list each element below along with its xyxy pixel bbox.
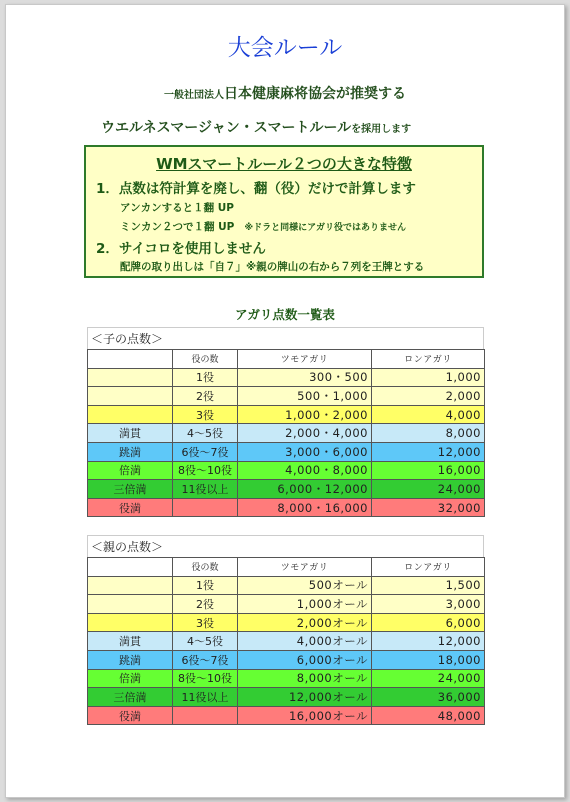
hand-name-cell: 満貫 [88, 632, 173, 651]
ron-score-cell: 2,000 [372, 387, 485, 406]
hand-name-cell [88, 595, 173, 614]
ron-score-cell: 16,000 [372, 461, 485, 480]
ron-score-cell: 12,000 [372, 442, 485, 461]
oya-score-table [87, 557, 485, 725]
yaku-count-cell: 4～5役 [173, 632, 238, 651]
header-ron: ロンアガリ [372, 558, 485, 577]
ko-score-body [88, 350, 485, 517]
yaku-count-cell [173, 706, 238, 725]
yaku-count-cell: 8役～10役 [173, 461, 238, 480]
oya-score-label: ＜親の点数＞ [87, 535, 484, 557]
yaku-count-cell: 6役～7役 [173, 442, 238, 461]
hand-name-cell [88, 576, 173, 595]
feature-item-2-sub: 配牌の取り出しは「自７」※親の牌山の右から７列を王牌とする [120, 261, 425, 273]
feature-item-1: 1．点数は符計算を廃し、翻（役）だけで計算します [96, 181, 416, 197]
ron-score-cell: 4,000 [372, 405, 485, 424]
adopt-main: ウエルネスマージャン・スマートルール [101, 120, 352, 136]
yaku-count-cell: 4～5役 [173, 424, 238, 443]
tsumo-score-cell: 3,000・6,000 [238, 442, 372, 461]
header-yaku-count: 役の数 [173, 350, 238, 369]
ron-score-cell: 8,000 [372, 424, 485, 443]
hand-name-cell: 倍満 [88, 461, 173, 480]
tsumo-score-cell: 6,000・12,000 [238, 480, 372, 499]
header-name [88, 350, 173, 369]
oya-score-body [88, 558, 485, 725]
header-name [88, 558, 173, 577]
feature-item-1-sub-1: アンカンすると１翻 UP [120, 202, 234, 214]
ron-score-cell: 12,000 [372, 632, 485, 651]
yaku-count-cell: 2役 [173, 595, 238, 614]
table-header-row [88, 558, 485, 577]
feature-item-1-note: ※ドラと同様にアガリ役ではありません [244, 223, 407, 233]
feature-item-2: 2．サイコロを使用しません [96, 241, 266, 257]
tsumo-score-cell: 300・500 [238, 368, 372, 387]
hand-name-cell: 倍満 [88, 669, 173, 688]
hand-name-cell: 三倍満 [88, 480, 173, 499]
header-ron: ロンアガリ [372, 350, 485, 369]
ron-score-cell: 18,000 [372, 650, 485, 669]
yaku-count-cell: 2役 [173, 387, 238, 406]
yaku-count-cell: 1役 [173, 368, 238, 387]
tsumo-score-cell: 1,000・2,000 [238, 405, 372, 424]
yaku-count-cell: 3役 [173, 613, 238, 632]
hand-name-cell: 役満 [88, 498, 173, 517]
ron-score-cell: 6,000 [372, 613, 485, 632]
yaku-count-cell: 3役 [173, 405, 238, 424]
endorse-line [6, 83, 564, 103]
tsumo-score-cell: 6,000オール [238, 650, 372, 669]
tsumo-score-cell: 12,000オール [238, 688, 372, 707]
table-row [88, 368, 485, 387]
ko-score-section [87, 327, 484, 517]
hand-name-cell: 満貫 [88, 424, 173, 443]
features-box [84, 145, 484, 278]
tsumo-score-cell: 8,000・16,000 [238, 498, 372, 517]
table-row [88, 442, 485, 461]
tsumo-score-cell: 4,000・8,000 [238, 461, 372, 480]
yaku-count-cell: 8役～10役 [173, 669, 238, 688]
hand-name-cell [88, 387, 173, 406]
table-row [88, 706, 485, 725]
adopt-line [101, 117, 411, 137]
ron-score-cell: 48,000 [372, 706, 485, 725]
ron-score-cell: 3,000 [372, 595, 485, 614]
feature-item-1-sub-2-text: ミンカン２つで１翻 UP [120, 221, 235, 233]
endorse-main: 日本健康麻将協会が推奨する [224, 86, 406, 102]
oya-score-section [87, 535, 484, 725]
table-header-row [88, 350, 485, 369]
table-row [88, 669, 485, 688]
yaku-count-cell: 11役以上 [173, 480, 238, 499]
header-yaku-count: 役の数 [173, 558, 238, 577]
ron-score-cell: 24,000 [372, 669, 485, 688]
table-row [88, 424, 485, 443]
ko-score-label: ＜子の点数＞ [87, 327, 484, 349]
table-row [88, 480, 485, 499]
header-tsumo: ツモアガリ [238, 558, 372, 577]
tsumo-score-cell: 2,000・4,000 [238, 424, 372, 443]
yaku-count-cell: 1役 [173, 576, 238, 595]
feature-item-1-sub-2 [120, 219, 406, 234]
yaku-count-cell: 11役以上 [173, 688, 238, 707]
table-row [88, 688, 485, 707]
endorse-prefix: 一般社団法人 [164, 90, 224, 101]
table-row [88, 613, 485, 632]
table-row [88, 387, 485, 406]
score-table-title: アガリ点数一覧表 [235, 307, 335, 322]
hand-name-cell [88, 613, 173, 632]
tsumo-score-cell: 4,000オール [238, 632, 372, 651]
ron-score-cell: 32,000 [372, 498, 485, 517]
ko-score-table [87, 349, 485, 517]
ron-score-cell: 24,000 [372, 480, 485, 499]
table-row [88, 650, 485, 669]
header-tsumo: ツモアガリ [238, 350, 372, 369]
hand-name-cell: 役満 [88, 706, 173, 725]
features-title: WMスマートルール２つの大きな特徴 [156, 155, 412, 173]
hand-name-cell: 三倍満 [88, 688, 173, 707]
ron-score-cell: 1,500 [372, 576, 485, 595]
hand-name-cell: 跳満 [88, 442, 173, 461]
ron-score-cell: 1,000 [372, 368, 485, 387]
tsumo-score-cell: 2,000オール [238, 613, 372, 632]
tsumo-score-cell: 16,000オール [238, 706, 372, 725]
adopt-suffix: を採用します [351, 124, 412, 135]
table-row [88, 576, 485, 595]
tsumo-score-cell: 8,000オール [238, 669, 372, 688]
tsumo-score-cell: 500オール [238, 576, 372, 595]
table-row [88, 498, 485, 517]
tsumo-score-cell: 500・1,000 [238, 387, 372, 406]
yaku-count-cell: 6役～7役 [173, 650, 238, 669]
table-row [88, 595, 485, 614]
document-page [5, 4, 565, 798]
page-title: 大会ルール [227, 35, 343, 61]
hand-name-cell: 跳満 [88, 650, 173, 669]
ron-score-cell: 36,000 [372, 688, 485, 707]
tsumo-score-cell: 1,000オール [238, 595, 372, 614]
hand-name-cell [88, 368, 173, 387]
table-row [88, 632, 485, 651]
hand-name-cell [88, 405, 173, 424]
yaku-count-cell [173, 498, 238, 517]
table-row [88, 405, 485, 424]
table-row [88, 461, 485, 480]
